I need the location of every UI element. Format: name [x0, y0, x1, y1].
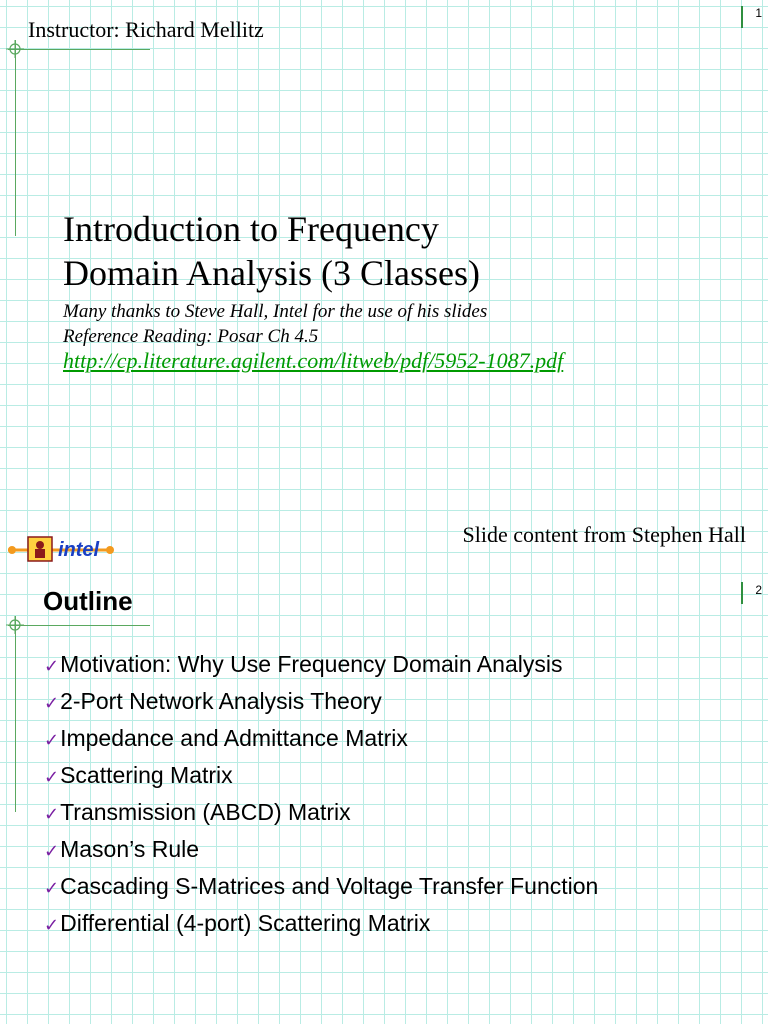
outline-title: Outline [43, 586, 133, 616]
checkmark-icon: ✓ [44, 693, 60, 714]
instructor-name: Instructor: Richard Mellitz [28, 17, 264, 42]
slide-title [63, 207, 480, 295]
logo-text: intel [58, 539, 100, 561]
slide-2 [0, 576, 768, 1024]
list-item [44, 720, 598, 757]
list-item [44, 831, 598, 868]
slide-number: 1 [755, 6, 762, 20]
margin-line [15, 616, 16, 812]
reference-link[interactable]: http://cp.literature.agilent.com/litweb/pdf/5952-1087.pdf [63, 348, 564, 373]
crosshair-icon [6, 616, 24, 634]
checkmark-icon: ✓ [44, 767, 60, 788]
list-item [44, 905, 598, 942]
outline-list [44, 646, 598, 942]
list-item [44, 646, 598, 683]
margin-line [15, 40, 16, 236]
list-item-text: Cascading S-Matrices and Voltage Transfer Function [60, 873, 599, 899]
slide-number-marker [741, 6, 743, 28]
list-item [44, 683, 598, 720]
list-item-text: 2-Port Network Analysis Theory [60, 688, 382, 714]
checkmark-icon: ✓ [44, 841, 60, 862]
list-item-text: Scattering Matrix [60, 762, 233, 788]
checkmark-icon: ✓ [44, 915, 60, 936]
checkmark-icon: ✓ [44, 878, 60, 899]
subtitle [63, 299, 487, 349]
list-item-text: Differential (4-port) Scattering Matrix [60, 910, 431, 936]
title-line-1: Introduction to Frequency [63, 209, 439, 249]
slide-number-marker [741, 582, 743, 604]
reference-reading: Reference Reading: Posar Ch 4.5 [63, 326, 319, 347]
acknowledgement-text: Many thanks to Steve Hall, Intel for the use of his slides [63, 301, 488, 322]
header-rule [8, 625, 150, 626]
list-item-text: Impedance and Admittance Matrix [60, 725, 408, 751]
intel-logo [6, 530, 116, 566]
crosshair-icon [6, 40, 24, 58]
list-item [44, 757, 598, 794]
checkmark-icon: ✓ [44, 656, 60, 677]
checkmark-icon: ✓ [44, 804, 60, 825]
checkmark-icon: ✓ [44, 730, 60, 751]
list-item-text: Transmission (ABCD) Matrix [60, 799, 351, 825]
list-item-text: Motivation: Why Use Frequency Domain Analysis [60, 651, 563, 677]
list-item [44, 868, 598, 905]
title-line-2: Domain Analysis (3 Classes) [63, 253, 480, 293]
header-rule [8, 49, 150, 50]
slide-credit: Slide content from Stephen Hall [462, 522, 746, 547]
list-item-text: Mason’s Rule [60, 836, 200, 862]
list-item [44, 794, 598, 831]
slide-number: 2 [755, 583, 762, 597]
